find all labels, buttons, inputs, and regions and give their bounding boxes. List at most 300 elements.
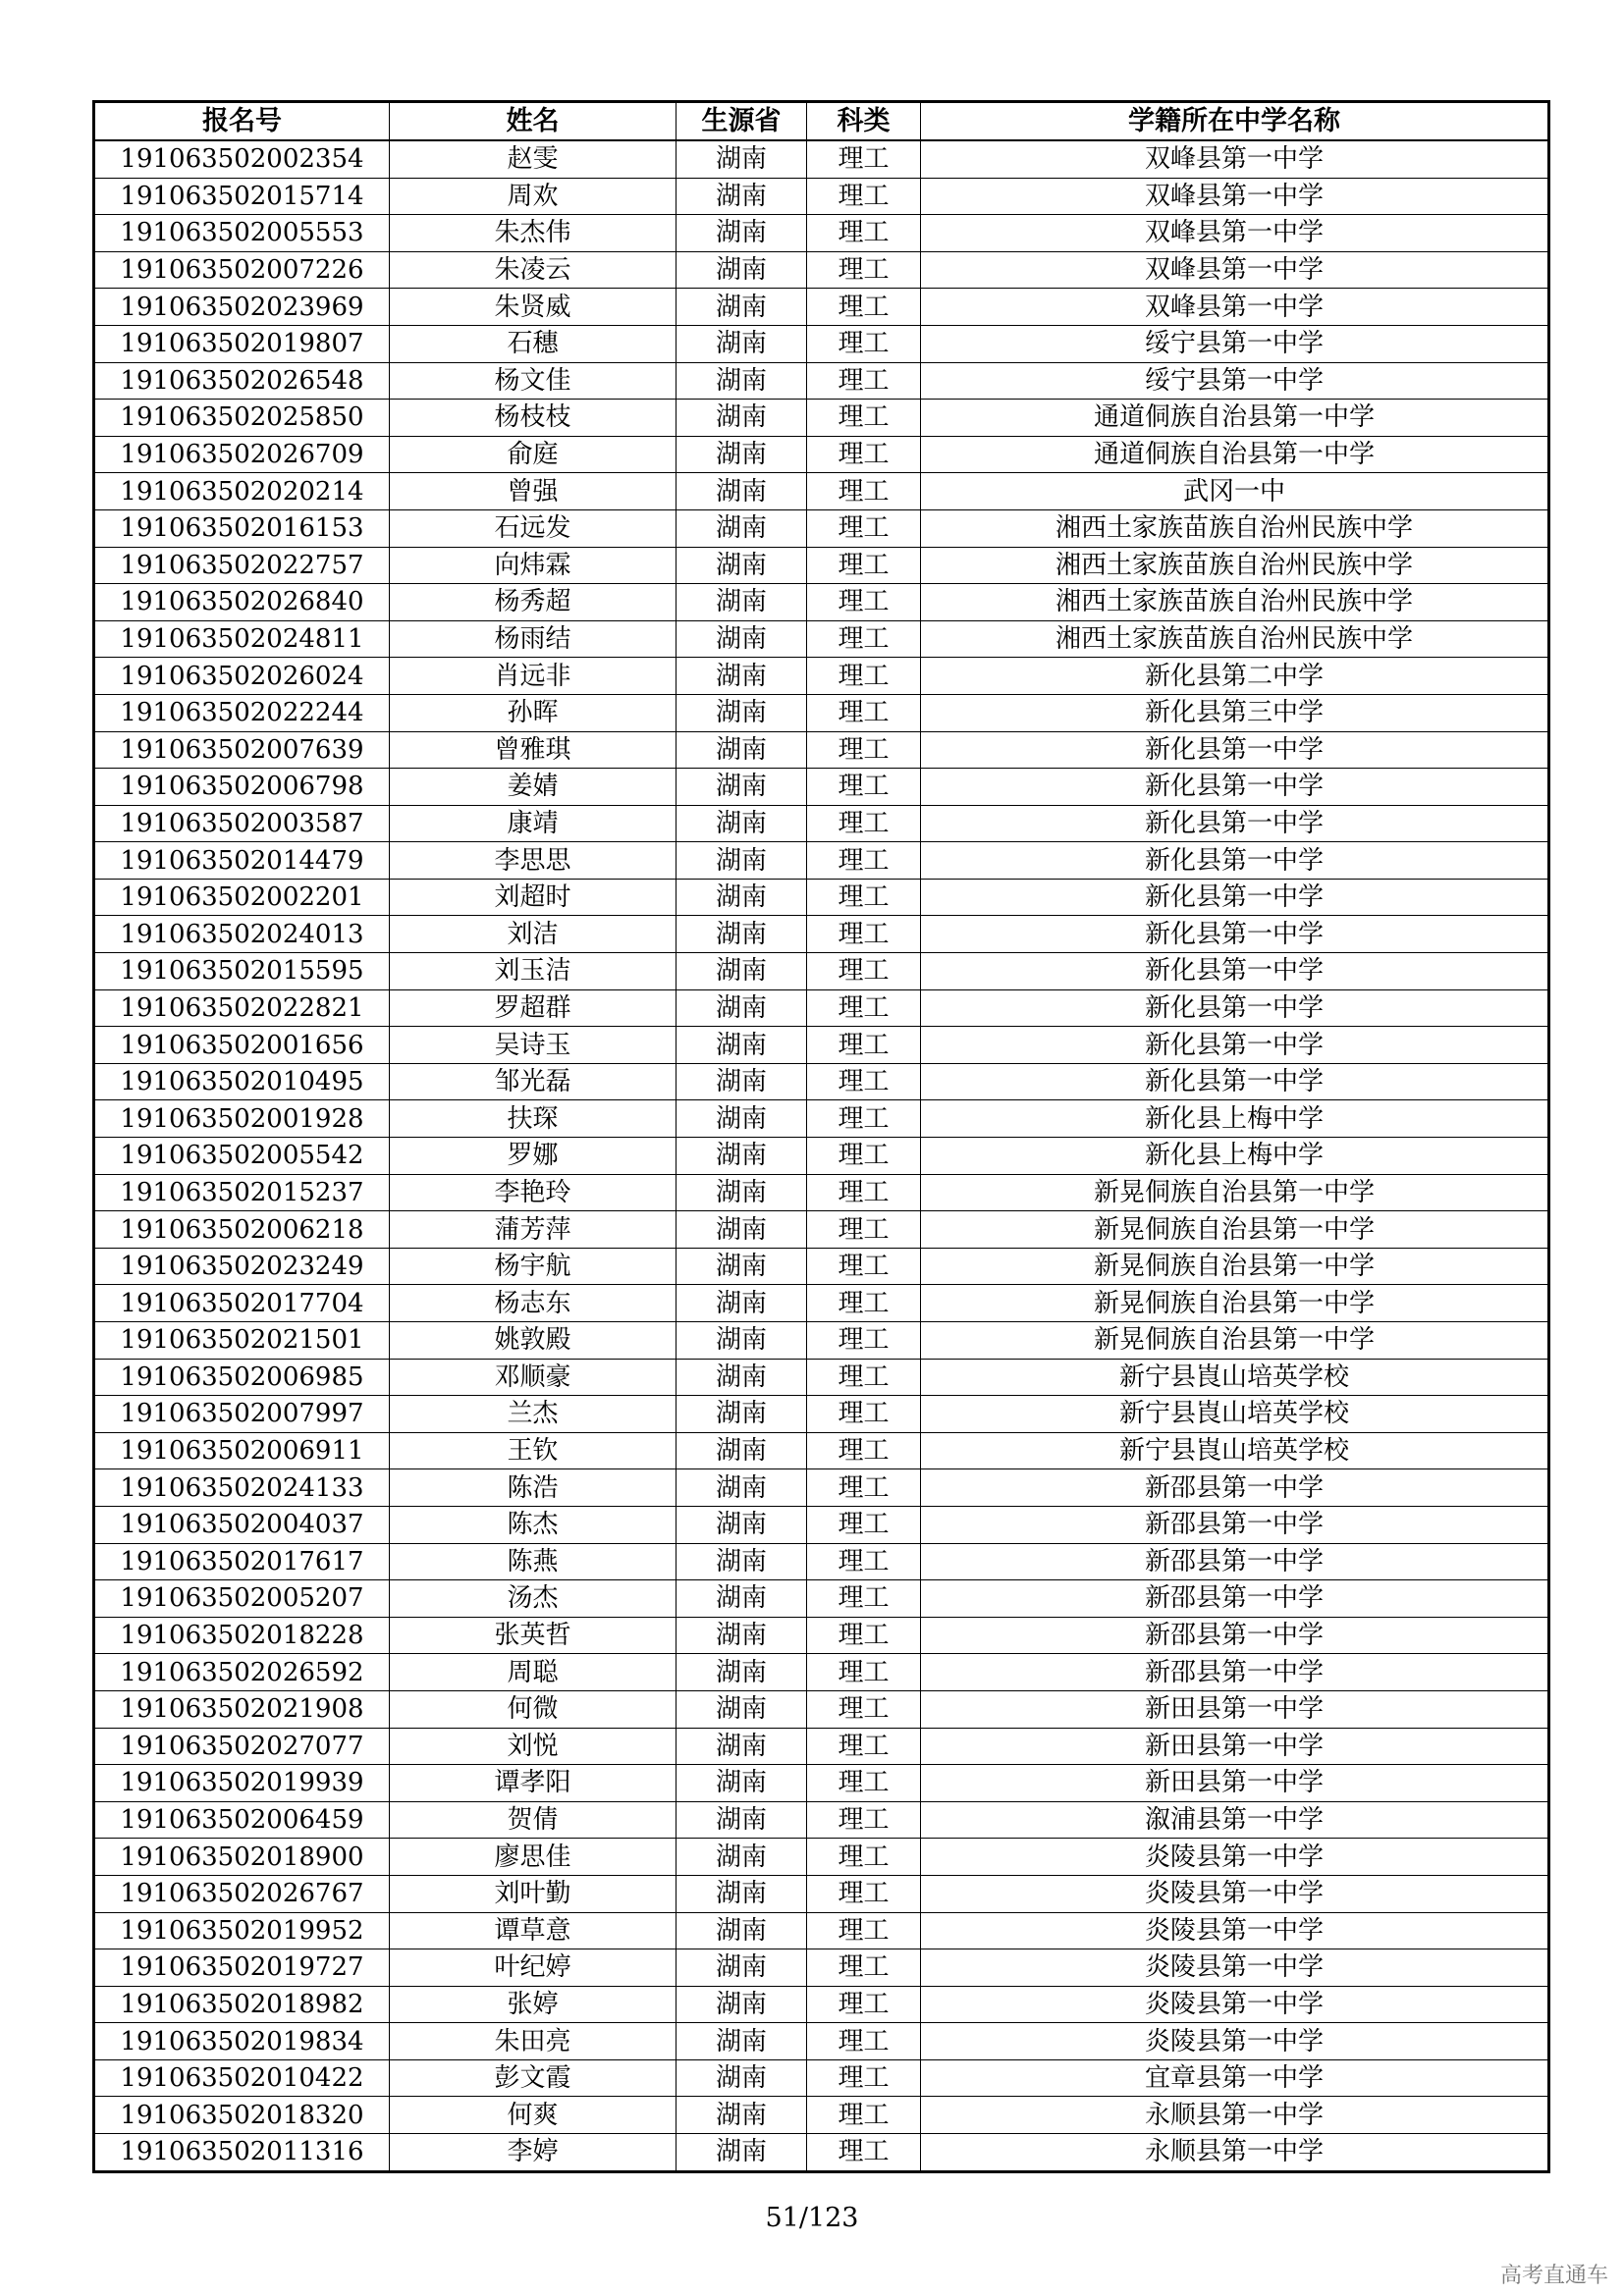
table-row: [94, 1765, 1549, 1802]
cell-school-name: 新晃侗族自治县第一中学: [921, 1285, 1549, 1322]
table-row: [94, 1728, 1549, 1765]
table-row: [94, 694, 1549, 731]
cell-registration-number: 191063502018900: [94, 1839, 390, 1876]
cell-name: 姚敦殿: [390, 1322, 677, 1360]
cell-name: 罗娜: [390, 1138, 677, 1175]
cell-registration-number: 191063502006985: [94, 1359, 390, 1396]
cell-source-province: 湖南: [677, 289, 807, 326]
cell-source-province: 湖南: [677, 769, 807, 806]
cell-name: 杨枝枝: [390, 400, 677, 437]
cell-source-province: 湖南: [677, 731, 807, 769]
cell-school-name: 双峰县第一中学: [921, 178, 1549, 215]
cell-school-name: 永顺县第一中学: [921, 2134, 1549, 2172]
cell-school-name: 炎陵县第一中学: [921, 1912, 1549, 1949]
cell-registration-number: 191063502025850: [94, 400, 390, 437]
cell-source-province: 湖南: [677, 1617, 807, 1654]
cell-registration-number: 191063502022757: [94, 547, 390, 584]
cell-school-name: 新田县第一中学: [921, 1690, 1549, 1728]
cell-subject-category: 理工: [807, 547, 921, 584]
cell-source-province: 湖南: [677, 547, 807, 584]
header-school-name: 学籍所在中学名称: [921, 102, 1549, 141]
cell-registration-number: 191063502014479: [94, 842, 390, 880]
table-row: [94, 1654, 1549, 1691]
cell-registration-number: 191063502019727: [94, 1949, 390, 1987]
cell-school-name: 新化县上梅中学: [921, 1138, 1549, 1175]
cell-registration-number: 191063502024013: [94, 916, 390, 953]
cell-registration-number: 191063502006798: [94, 769, 390, 806]
cell-name: 陈杰: [390, 1506, 677, 1543]
cell-name: 曾雅琪: [390, 731, 677, 769]
cell-name: 王钦: [390, 1432, 677, 1469]
cell-registration-number: 191063502011316: [94, 2134, 390, 2172]
cell-source-province: 湖南: [677, 509, 807, 547]
cell-school-name: 湘西土家族苗族自治州民族中学: [921, 509, 1549, 547]
table-row: [94, 1506, 1549, 1543]
cell-school-name: 新化县第二中学: [921, 658, 1549, 695]
table-row: [94, 658, 1549, 695]
cell-name: 肖远非: [390, 658, 677, 695]
table-row: [94, 1839, 1549, 1876]
table-row: [94, 289, 1549, 326]
cell-name: 周聪: [390, 1654, 677, 1691]
table-row: [94, 1690, 1549, 1728]
cell-school-name: 炎陵县第一中学: [921, 1839, 1549, 1876]
header-name: 姓名: [390, 102, 677, 141]
cell-registration-number: 191063502024133: [94, 1469, 390, 1507]
watermark: 高考直通车: [1499, 2264, 1608, 2288]
table-row: [94, 879, 1549, 916]
cell-school-name: 新化县第一中学: [921, 842, 1549, 880]
table-row: [94, 916, 1549, 953]
cell-name: 张婷: [390, 1986, 677, 2023]
cell-source-province: 湖南: [677, 1432, 807, 1469]
table-row: [94, 1469, 1549, 1507]
cell-school-name: 双峰县第一中学: [921, 251, 1549, 289]
table-row: [94, 1617, 1549, 1654]
cell-name: 邹光磊: [390, 1063, 677, 1100]
cell-source-province: 湖南: [677, 400, 807, 437]
cell-registration-number: 191063502002201: [94, 879, 390, 916]
cell-school-name: 新化县上梅中学: [921, 1100, 1549, 1138]
admission-list-table: [92, 100, 1550, 2173]
cell-subject-category: 理工: [807, 1875, 921, 1912]
cell-subject-category: 理工: [807, 215, 921, 252]
cell-subject-category: 理工: [807, 731, 921, 769]
table-row: [94, 989, 1549, 1027]
header-source-province: 生源省: [677, 102, 807, 141]
cell-subject-category: 理工: [807, 1138, 921, 1175]
cell-registration-number: 191063502027077: [94, 1728, 390, 1765]
cell-subject-category: 理工: [807, 1765, 921, 1802]
cell-name: 孙晖: [390, 694, 677, 731]
cell-school-name: 新宁县崀山培英学校: [921, 1432, 1549, 1469]
cell-source-province: 湖南: [677, 1211, 807, 1249]
table-row: [94, 509, 1549, 547]
cell-subject-category: 理工: [807, 1322, 921, 1360]
cell-source-province: 湖南: [677, 1949, 807, 1987]
cell-subject-category: 理工: [807, 473, 921, 510]
cell-school-name: 炎陵县第一中学: [921, 2023, 1549, 2060]
cell-name: 兰杰: [390, 1396, 677, 1433]
cell-name: 杨秀超: [390, 584, 677, 621]
cell-source-province: 湖南: [677, 842, 807, 880]
table-row: [94, 2134, 1549, 2172]
cell-subject-category: 理工: [807, 362, 921, 400]
cell-school-name: 双峰县第一中学: [921, 289, 1549, 326]
cell-school-name: 湘西土家族苗族自治州民族中学: [921, 620, 1549, 658]
cell-name: 曾强: [390, 473, 677, 510]
cell-school-name: 双峰县第一中学: [921, 215, 1549, 252]
cell-subject-category: 理工: [807, 879, 921, 916]
cell-school-name: 新化县第三中学: [921, 694, 1549, 731]
cell-source-province: 湖南: [677, 140, 807, 178]
cell-source-province: 湖南: [677, 879, 807, 916]
table-row: [94, 1285, 1549, 1322]
cell-registration-number: 191063502026709: [94, 436, 390, 473]
cell-registration-number: 191063502021501: [94, 1322, 390, 1360]
cell-source-province: 湖南: [677, 916, 807, 953]
cell-registration-number: 191063502026548: [94, 362, 390, 400]
cell-school-name: 湘西土家族苗族自治州民族中学: [921, 547, 1549, 584]
cell-school-name: 炎陵县第一中学: [921, 1949, 1549, 1987]
cell-name: 向炜霖: [390, 547, 677, 584]
cell-subject-category: 理工: [807, 1690, 921, 1728]
table-row: [94, 1174, 1549, 1211]
table-row: [94, 251, 1549, 289]
cell-subject-category: 理工: [807, 620, 921, 658]
cell-registration-number: 191063502007639: [94, 731, 390, 769]
cell-registration-number: 191063502024811: [94, 620, 390, 658]
cell-source-province: 湖南: [677, 362, 807, 400]
cell-source-province: 湖南: [677, 1728, 807, 1765]
table-row: [94, 1432, 1549, 1469]
cell-school-name: 新宁县崀山培英学校: [921, 1359, 1549, 1396]
cell-registration-number: 191063502010422: [94, 2059, 390, 2097]
cell-registration-number: 191063502007226: [94, 251, 390, 289]
cell-name: 刘洁: [390, 916, 677, 953]
cell-registration-number: 191063502001656: [94, 1027, 390, 1064]
cell-source-province: 湖南: [677, 2097, 807, 2134]
cell-registration-number: 191063502022244: [94, 694, 390, 731]
cell-subject-category: 理工: [807, 2134, 921, 2172]
table-row: [94, 473, 1549, 510]
cell-source-province: 湖南: [677, 1396, 807, 1433]
cell-subject-category: 理工: [807, 1211, 921, 1249]
cell-name: 石远发: [390, 509, 677, 547]
table-row: [94, 1396, 1549, 1433]
cell-name: 姜婧: [390, 769, 677, 806]
header-subject-category: 科类: [807, 102, 921, 141]
cell-source-province: 湖南: [677, 620, 807, 658]
cell-name: 邓顺豪: [390, 1359, 677, 1396]
table-row: [94, 1949, 1549, 1987]
cell-subject-category: 理工: [807, 769, 921, 806]
cell-source-province: 湖南: [677, 658, 807, 695]
cell-school-name: 武冈一中: [921, 473, 1549, 510]
cell-school-name: 永顺县第一中学: [921, 2097, 1549, 2134]
cell-school-name: 新晃侗族自治县第一中学: [921, 1174, 1549, 1211]
cell-school-name: 新化县第一中学: [921, 916, 1549, 953]
table-row: [94, 1063, 1549, 1100]
cell-registration-number: 191063502026767: [94, 1875, 390, 1912]
cell-registration-number: 191063502017617: [94, 1543, 390, 1580]
table-row: [94, 325, 1549, 362]
table-row: [94, 1027, 1549, 1064]
cell-school-name: 通道侗族自治县第一中学: [921, 400, 1549, 437]
cell-school-name: 新邵县第一中学: [921, 1469, 1549, 1507]
cell-subject-category: 理工: [807, 584, 921, 621]
cell-registration-number: 191063502026840: [94, 584, 390, 621]
cell-name: 何爽: [390, 2097, 677, 2134]
cell-school-name: 新邵县第一中学: [921, 1543, 1549, 1580]
table-row: [94, 1211, 1549, 1249]
cell-registration-number: 191063502018320: [94, 2097, 390, 2134]
page-number: 51/123: [765, 2203, 859, 2233]
table-row: [94, 1100, 1549, 1138]
cell-name: 吴诗玉: [390, 1027, 677, 1064]
cell-name: 刘悦: [390, 1728, 677, 1765]
cell-registration-number: 191063502020214: [94, 473, 390, 510]
cell-registration-number: 191063502005207: [94, 1580, 390, 1618]
cell-registration-number: 191063502005553: [94, 215, 390, 252]
cell-source-province: 湖南: [677, 1839, 807, 1876]
cell-school-name: 湘西土家族苗族自治州民族中学: [921, 584, 1549, 621]
cell-source-province: 湖南: [677, 584, 807, 621]
table-row: [94, 215, 1549, 252]
cell-subject-category: 理工: [807, 842, 921, 880]
cell-source-province: 湖南: [677, 2023, 807, 2060]
cell-subject-category: 理工: [807, 1506, 921, 1543]
cell-school-name: 通道侗族自治县第一中学: [921, 436, 1549, 473]
cell-school-name: 新化县第一中学: [921, 1027, 1549, 1064]
table-row: [94, 769, 1549, 806]
cell-name: 张英哲: [390, 1617, 677, 1654]
cell-registration-number: 191063502019834: [94, 2023, 390, 2060]
cell-registration-number: 191063502006218: [94, 1211, 390, 1249]
cell-source-province: 湖南: [677, 1986, 807, 2023]
cell-school-name: 新化县第一中学: [921, 1063, 1549, 1100]
cell-name: 罗超群: [390, 989, 677, 1027]
cell-school-name: 新晃侗族自治县第一中学: [921, 1211, 1549, 1249]
cell-subject-category: 理工: [807, 1801, 921, 1839]
cell-registration-number: 191063502010495: [94, 1063, 390, 1100]
cell-school-name: 新化县第一中学: [921, 805, 1549, 842]
cell-subject-category: 理工: [807, 140, 921, 178]
cell-name: 朱凌云: [390, 251, 677, 289]
cell-name: 李婷: [390, 2134, 677, 2172]
cell-registration-number: 191063502018228: [94, 1617, 390, 1654]
cell-registration-number: 191063502026592: [94, 1654, 390, 1691]
cell-school-name: 绥宁县第一中学: [921, 362, 1549, 400]
cell-school-name: 双峰县第一中学: [921, 140, 1549, 178]
cell-name: 陈浩: [390, 1469, 677, 1507]
cell-registration-number: 191063502007997: [94, 1396, 390, 1433]
cell-name: 俞庭: [390, 436, 677, 473]
table-row: [94, 400, 1549, 437]
cell-source-province: 湖南: [677, 1174, 807, 1211]
cell-source-province: 湖南: [677, 1875, 807, 1912]
cell-source-province: 湖南: [677, 325, 807, 362]
cell-subject-category: 理工: [807, 694, 921, 731]
table-row: [94, 362, 1549, 400]
cell-subject-category: 理工: [807, 1027, 921, 1064]
cell-school-name: 新邵县第一中学: [921, 1617, 1549, 1654]
cell-source-province: 湖南: [677, 1690, 807, 1728]
cell-subject-category: 理工: [807, 1100, 921, 1138]
cell-name: 谭孝阳: [390, 1765, 677, 1802]
cell-subject-category: 理工: [807, 1654, 921, 1691]
cell-registration-number: 191063502021908: [94, 1690, 390, 1728]
table-row: [94, 1322, 1549, 1360]
cell-source-province: 湖南: [677, 436, 807, 473]
cell-school-name: 炎陵县第一中学: [921, 1986, 1549, 2023]
table-row: [94, 1912, 1549, 1949]
cell-school-name: 新田县第一中学: [921, 1728, 1549, 1765]
cell-subject-category: 理工: [807, 2097, 921, 2134]
cell-subject-category: 理工: [807, 325, 921, 362]
cell-subject-category: 理工: [807, 2023, 921, 2060]
cell-name: 杨雨结: [390, 620, 677, 658]
cell-subject-category: 理工: [807, 1912, 921, 1949]
cell-subject-category: 理工: [807, 1986, 921, 2023]
cell-source-province: 湖南: [677, 694, 807, 731]
cell-subject-category: 理工: [807, 436, 921, 473]
table-row: [94, 2059, 1549, 2097]
cell-source-province: 湖南: [677, 1801, 807, 1839]
cell-name: 汤杰: [390, 1580, 677, 1618]
table-row: [94, 731, 1549, 769]
cell-subject-category: 理工: [807, 251, 921, 289]
cell-subject-category: 理工: [807, 509, 921, 547]
cell-name: 蒲芳萍: [390, 1211, 677, 1249]
cell-subject-category: 理工: [807, 1248, 921, 1285]
cell-subject-category: 理工: [807, 1432, 921, 1469]
cell-source-province: 湖南: [677, 1912, 807, 1949]
cell-source-province: 湖南: [677, 1322, 807, 1360]
cell-registration-number: 191063502017704: [94, 1285, 390, 1322]
cell-school-name: 新邵县第一中学: [921, 1654, 1549, 1691]
cell-subject-category: 理工: [807, 1469, 921, 1507]
cell-source-province: 湖南: [677, 1359, 807, 1396]
cell-school-name: 新田县第一中学: [921, 1765, 1549, 1802]
cell-school-name: 新邵县第一中学: [921, 1506, 1549, 1543]
cell-name: 彭文霞: [390, 2059, 677, 2097]
cell-subject-category: 理工: [807, 658, 921, 695]
cell-source-province: 湖南: [677, 1248, 807, 1285]
cell-name: 朱贤威: [390, 289, 677, 326]
cell-source-province: 湖南: [677, 1654, 807, 1691]
cell-subject-category: 理工: [807, 989, 921, 1027]
cell-registration-number: 191063502019952: [94, 1912, 390, 1949]
cell-school-name: 新晃侗族自治县第一中学: [921, 1248, 1549, 1285]
cell-subject-category: 理工: [807, 805, 921, 842]
table-header-row: [94, 102, 1549, 141]
cell-registration-number: 191063502022821: [94, 989, 390, 1027]
cell-name: 扶琛: [390, 1100, 677, 1138]
table-row: [94, 805, 1549, 842]
cell-name: 贺倩: [390, 1801, 677, 1839]
cell-subject-category: 理工: [807, 953, 921, 990]
cell-name: 周欢: [390, 178, 677, 215]
cell-subject-category: 理工: [807, 1617, 921, 1654]
cell-registration-number: 191063502026024: [94, 658, 390, 695]
cell-registration-number: 191063502003587: [94, 805, 390, 842]
cell-subject-category: 理工: [807, 178, 921, 215]
cell-source-province: 湖南: [677, 1063, 807, 1100]
cell-source-province: 湖南: [677, 473, 807, 510]
cell-name: 杨文佳: [390, 362, 677, 400]
cell-school-name: 新化县第一中学: [921, 769, 1549, 806]
cell-registration-number: 191063502019939: [94, 1765, 390, 1802]
cell-name: 叶纪婷: [390, 1949, 677, 1987]
cell-name: 陈燕: [390, 1543, 677, 1580]
cell-name: 刘玉洁: [390, 953, 677, 990]
table-row: [94, 953, 1549, 990]
cell-source-province: 湖南: [677, 251, 807, 289]
table-row: [94, 1248, 1549, 1285]
cell-school-name: 新化县第一中学: [921, 989, 1549, 1027]
cell-registration-number: 191063502018982: [94, 1986, 390, 2023]
cell-source-province: 湖南: [677, 1765, 807, 1802]
cell-school-name: 新化县第一中学: [921, 879, 1549, 916]
cell-registration-number: 191063502015237: [94, 1174, 390, 1211]
cell-subject-category: 理工: [807, 1839, 921, 1876]
cell-subject-category: 理工: [807, 1285, 921, 1322]
cell-school-name: 新化县第一中学: [921, 731, 1549, 769]
table-row: [94, 178, 1549, 215]
cell-registration-number: 191063502019807: [94, 325, 390, 362]
cell-registration-number: 191063502016153: [94, 509, 390, 547]
cell-subject-category: 理工: [807, 1580, 921, 1618]
cell-subject-category: 理工: [807, 1063, 921, 1100]
cell-subject-category: 理工: [807, 289, 921, 326]
cell-registration-number: 191063502023249: [94, 1248, 390, 1285]
table-row: [94, 1986, 1549, 2023]
cell-name: 刘叶勤: [390, 1875, 677, 1912]
cell-registration-number: 191063502006459: [94, 1801, 390, 1839]
cell-subject-category: 理工: [807, 1949, 921, 1987]
cell-subject-category: 理工: [807, 1543, 921, 1580]
cell-registration-number: 191063502002354: [94, 140, 390, 178]
table-row: [94, 2023, 1549, 2060]
cell-registration-number: 191063502015714: [94, 178, 390, 215]
cell-name: 杨宇航: [390, 1248, 677, 1285]
table-body: [94, 140, 1549, 2171]
cell-source-province: 湖南: [677, 953, 807, 990]
cell-registration-number: 191063502004037: [94, 1506, 390, 1543]
cell-name: 刘超时: [390, 879, 677, 916]
cell-source-province: 湖南: [677, 178, 807, 215]
cell-school-name: 新晃侗族自治县第一中学: [921, 1322, 1549, 1360]
cell-registration-number: 191063502005542: [94, 1138, 390, 1175]
table-row: [94, 2097, 1549, 2134]
cell-name: 杨志东: [390, 1285, 677, 1322]
cell-source-province: 湖南: [677, 1580, 807, 1618]
cell-registration-number: 191063502006911: [94, 1432, 390, 1469]
cell-school-name: 宜章县第一中学: [921, 2059, 1549, 2097]
cell-school-name: 新宁县崀山培英学校: [921, 1396, 1549, 1433]
table-row: [94, 140, 1549, 178]
cell-name: 何微: [390, 1690, 677, 1728]
cell-name: 廖思佳: [390, 1839, 677, 1876]
table-row: [94, 1359, 1549, 1396]
table-row: [94, 1801, 1549, 1839]
cell-registration-number: 191063502001928: [94, 1100, 390, 1138]
cell-school-name: 新邵县第一中学: [921, 1580, 1549, 1618]
cell-source-province: 湖南: [677, 805, 807, 842]
table-row: [94, 842, 1549, 880]
cell-subject-category: 理工: [807, 916, 921, 953]
